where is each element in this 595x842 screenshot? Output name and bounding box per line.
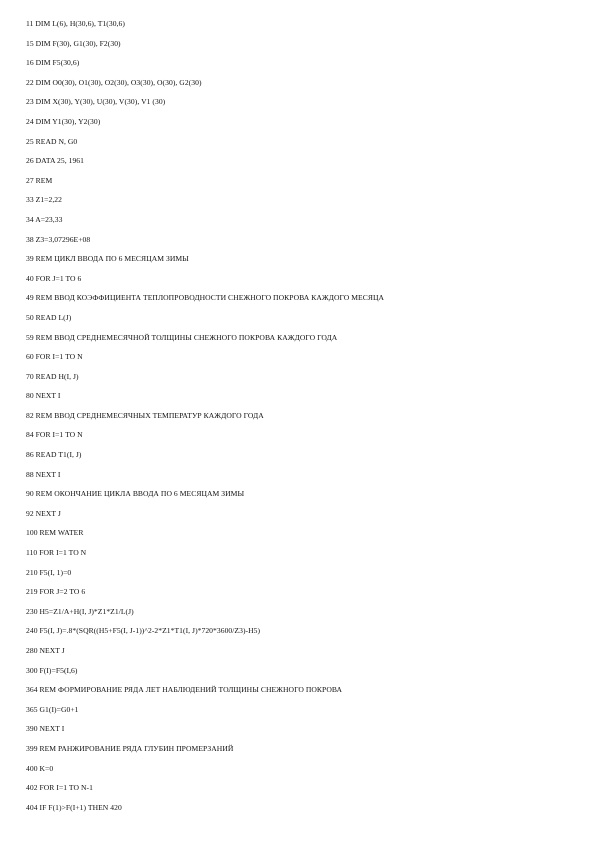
code-line: 38 Z3=3,07296E+08 bbox=[26, 234, 91, 244]
code-line: 33 Z1=2,22 bbox=[26, 195, 62, 205]
code-line: 82 REM ВВОД СРЕДНЕМЕСЯЧНЫХ ТЕМПЕРАТУР КАЖДОГО ГОДА bbox=[26, 410, 264, 420]
code-line: 49 REM ВВОД КОЭФФИЦИЕНТА ТЕПЛОПРОВОДНОСТИ СНЕЖНОГО ПОКРОВА КАЖДОГО МЕСЯЦА bbox=[26, 293, 385, 303]
code-line: 300 F(I)=F5(I,6) bbox=[26, 665, 78, 675]
code-line: 110 FOR I=1 TO N bbox=[26, 548, 87, 558]
code-line: 84 FOR I=1 TO N bbox=[26, 430, 83, 440]
code-line: 210 F5(I, 1)=0 bbox=[26, 567, 72, 577]
code-line: 399 REM РАНЖИРОВАНИЕ РЯДА ГЛУБИН ПРОМЕРЗАНИЙ bbox=[26, 743, 234, 753]
code-line: 92 NEXT J bbox=[26, 508, 61, 518]
code-line: 390 NEXT I bbox=[26, 724, 65, 734]
code-line: 27 REM bbox=[26, 175, 53, 185]
code-line: 40 FOR J=1 TO 6 bbox=[26, 273, 82, 283]
code-line: 50 READ L(J) bbox=[26, 312, 72, 322]
code-line: 16 DIM F5(30,6) bbox=[26, 58, 80, 68]
code-line: 402 FOR I=1 TO N-1 bbox=[26, 783, 93, 793]
code-line: 404 IF F(1)>F(I+1) THEN 420 bbox=[26, 802, 122, 812]
code-line: 39 REM ЦИКЛ ВВОДА ПО 6 МЕСЯЦАМ ЗИМЫ bbox=[26, 254, 189, 264]
code-line: 88 NEXT I bbox=[26, 469, 61, 479]
code-line: 365 G1(I)=G0+1 bbox=[26, 704, 79, 714]
code-line: 100 REM WATER bbox=[26, 528, 84, 538]
basic-program-listing bbox=[26, 14, 384, 817]
code-line: 24 DIM Y1(30), Y2(30) bbox=[26, 116, 101, 126]
code-line: 364 REM ФОРМИРОВАНИЕ РЯДА ЛЕТ НАБЛЮДЕНИЙ ТОЛЩИНЫ СНЕЖНОГО ПОКРОВА bbox=[26, 685, 343, 695]
code-line: 25 READ N, G0 bbox=[26, 136, 78, 146]
code-line: 219 FOR J=2 TO 6 bbox=[26, 587, 86, 597]
code-line: 86 READ T1(I, J) bbox=[26, 450, 82, 460]
code-line: 280 NEXT J bbox=[26, 646, 65, 655]
code-line: 59 REM ВВОД СРЕДНЕМЕСЯЧНОЙ ТОЛЩИНЫ СНЕЖНОГО ПОКРОВА КАЖДОГО ГОДА bbox=[26, 332, 338, 342]
code-line: 400 K=0 bbox=[26, 763, 54, 773]
code-line: 240 F5(I, J)=.8*(SQR((H5+F5(I, J-1))^2-2*Z1*T1(I, J)*720*3600/Z3)-H5) bbox=[26, 626, 261, 636]
code-line: 26 DATA 25, 1961 bbox=[26, 156, 84, 166]
code-line: 34 A=23,33 bbox=[26, 214, 63, 224]
code-line: 23 DIM X(30), Y(30), U(30), V(30), V1 (30) bbox=[26, 97, 166, 107]
code-line: 60 FOR I=1 TO N bbox=[26, 352, 83, 362]
code-line: 230 H5=Z1/A+H(I, J)*Z1*Z1/L(J) bbox=[26, 606, 134, 616]
code-line: 11 DIM L(6), H(30,6), T1(30,6) bbox=[26, 19, 125, 28]
code-line: 70 READ H(I, J) bbox=[26, 371, 79, 381]
code-line: 90 REM ОКОНЧАНИЕ ЦИКЛА ВВОДА ПО 6 МЕСЯЦАМ ЗИМЫ bbox=[26, 489, 245, 499]
code-line: 22 DIM O0(30), O1(30), O2(30), O3(30), O(30), G2(30) bbox=[26, 77, 202, 87]
code-line: 15 DIM F(30), G1(30), F2(30) bbox=[26, 38, 121, 48]
code-line: 80 NEXT I bbox=[26, 391, 61, 401]
